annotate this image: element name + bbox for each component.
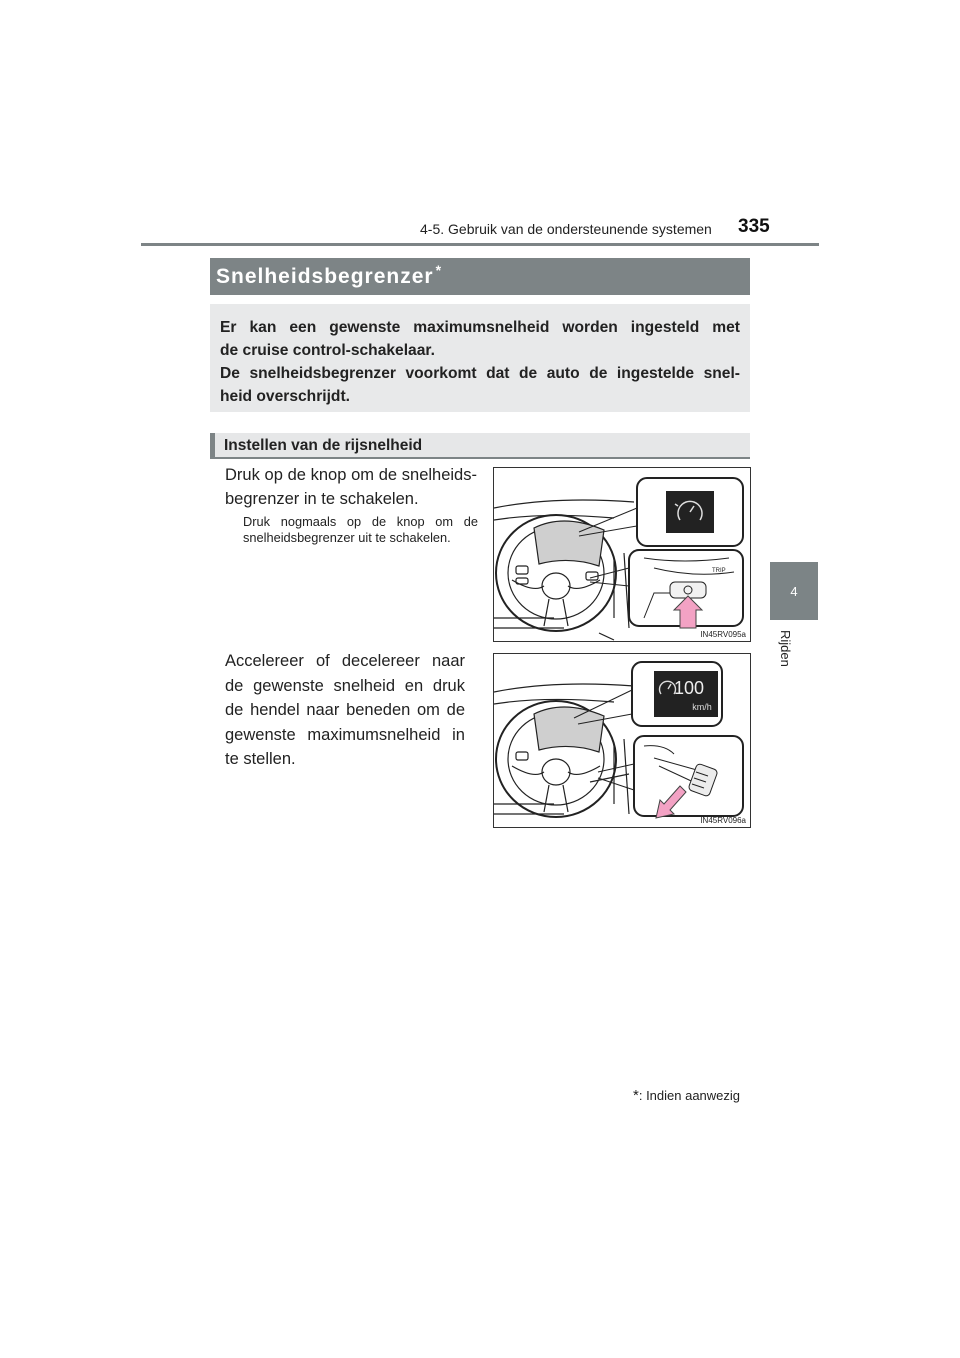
figure-code: IN45RV095a bbox=[700, 630, 746, 639]
step1-note: Druk nogmaals op de knop om de snelheidsbegrenzer uit te schakelen. bbox=[243, 514, 478, 545]
figure-lever-set-speed bbox=[493, 653, 751, 828]
title-asterisk: * bbox=[435, 262, 443, 278]
intro-line: De snelheidsbegrenzer voorkomt dat de auto de ingestelde snel- bbox=[220, 365, 740, 382]
figure-1-drawing bbox=[494, 468, 750, 641]
intro-line: Er kan een gewenste maximumsnelheid worden ingesteld met bbox=[220, 319, 740, 336]
intro-line: de cruise control-schakelaar. bbox=[220, 342, 435, 359]
intro-line: heid overschrijdt. bbox=[220, 388, 350, 405]
header-rule bbox=[141, 243, 819, 246]
speed-readout: 100 bbox=[673, 678, 705, 698]
intro-text bbox=[220, 316, 740, 408]
page-title bbox=[216, 262, 442, 289]
page-number: 335 bbox=[738, 216, 770, 237]
chapter-tab: 4 bbox=[770, 562, 818, 620]
trip-label: TRIP bbox=[712, 568, 726, 574]
page-title-text: Snelheidsbegrenzer bbox=[216, 265, 434, 288]
footnote-text: : Indien aanwezig bbox=[638, 1088, 741, 1103]
figure-code: IN45RV096a bbox=[700, 816, 746, 825]
footnote-mark: * bbox=[633, 1087, 639, 1104]
subheading-accent bbox=[210, 433, 215, 459]
figure-speed-limiter-button bbox=[493, 467, 751, 642]
footnote bbox=[633, 1087, 740, 1104]
subheading-text: Instellen van de rijsnelheid bbox=[224, 437, 423, 454]
step2-text: Accelereer of decelereer naar de gewenste snelheid en druk de hendel naar beneden om de gewenste maximumsnelheid in te stellen. bbox=[225, 652, 465, 768]
figure-2-drawing bbox=[494, 654, 750, 827]
chapter-label: Rijden bbox=[778, 630, 793, 667]
step1-text: Druk op de knop om de snelheidsbegrenzer in te schakelen. bbox=[225, 466, 477, 508]
section-title: 4-5. Gebruik van de ondersteunende systemen bbox=[420, 221, 712, 237]
speed-unit: km/h bbox=[692, 702, 712, 712]
